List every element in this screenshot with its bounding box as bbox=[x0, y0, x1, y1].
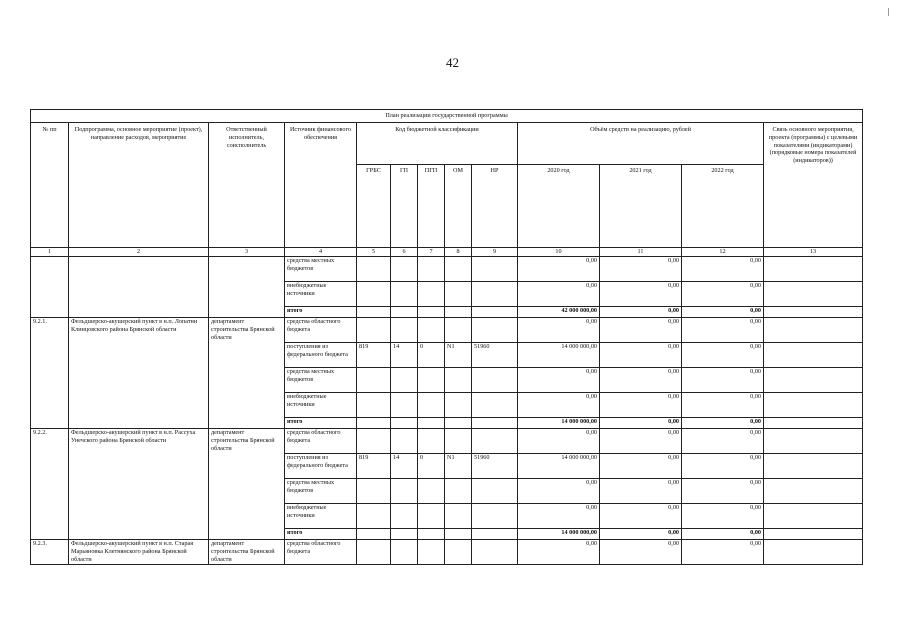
cell-2022: 0,00 bbox=[682, 307, 764, 318]
cell-link bbox=[764, 282, 863, 307]
col-number: 3 bbox=[209, 248, 285, 257]
cell-executor bbox=[209, 257, 285, 318]
cell-grbs bbox=[357, 418, 391, 429]
cell-funding-source: средства местных бюджетов bbox=[285, 479, 357, 504]
cell-2022: 0,00 bbox=[682, 454, 764, 479]
cell-pgp bbox=[418, 429, 445, 454]
cell-funding-source: средства областного бюджета bbox=[285, 540, 357, 565]
col-number: 10 bbox=[518, 248, 600, 257]
col-number: 1 bbox=[31, 248, 69, 257]
table-row bbox=[31, 429, 863, 454]
cell-2022: 0,00 bbox=[682, 529, 764, 540]
cell-om bbox=[445, 393, 472, 418]
cell-grbs bbox=[357, 393, 391, 418]
cell-gp bbox=[391, 418, 418, 429]
cell-grbs bbox=[357, 282, 391, 307]
cell-funding-source: внебюджетные источники bbox=[285, 504, 357, 529]
cell-funding-source: итого bbox=[285, 307, 357, 318]
cell-nr bbox=[472, 429, 518, 454]
cell-2020: 0,00 bbox=[518, 368, 600, 393]
cell-grbs: 819 bbox=[357, 343, 391, 368]
cell-2022: 0,00 bbox=[682, 368, 764, 393]
cell-gp bbox=[391, 504, 418, 529]
cell-link bbox=[764, 504, 863, 529]
header-2020: 2020 год bbox=[518, 165, 600, 248]
cell-om: N1 bbox=[445, 343, 472, 368]
cell-link bbox=[764, 429, 863, 454]
col-number: 13 bbox=[764, 248, 863, 257]
cell-pgp bbox=[418, 368, 445, 393]
cell-nr bbox=[472, 307, 518, 318]
cell-gp bbox=[391, 529, 418, 540]
cell-gp bbox=[391, 282, 418, 307]
cell-2021: 0,00 bbox=[600, 479, 682, 504]
cell-pgp bbox=[418, 540, 445, 565]
cell-nr: 51960 bbox=[472, 343, 518, 368]
cell-2020: 0,00 bbox=[518, 257, 600, 282]
cell-pgp bbox=[418, 257, 445, 282]
cell-gp bbox=[391, 307, 418, 318]
cell-executor: департамент строительства Брянской области bbox=[209, 540, 285, 565]
cell-2021: 0,00 bbox=[600, 257, 682, 282]
cell-2022: 0,00 bbox=[682, 393, 764, 418]
cell-activity-name: Фельдшерско-акушерский пункт в н.п. Старая Марьяновка Клетнянского района Брянской области bbox=[69, 540, 209, 565]
cell-funding-source: поступления из федерального бюджета bbox=[285, 454, 357, 479]
header-budget-code: Код бюджетной классификации bbox=[357, 123, 518, 165]
cell-om bbox=[445, 307, 472, 318]
cell-2021: 0,00 bbox=[600, 540, 682, 565]
cell-nr bbox=[472, 479, 518, 504]
cell-om bbox=[445, 257, 472, 282]
cell-nr bbox=[472, 318, 518, 343]
cell-pgp bbox=[418, 418, 445, 429]
cell-pgp: 0 bbox=[418, 343, 445, 368]
cell-2020: 0,00 bbox=[518, 318, 600, 343]
cell-pgp: 0 bbox=[418, 454, 445, 479]
cell-2021: 0,00 bbox=[600, 343, 682, 368]
table-row bbox=[31, 318, 863, 343]
table-row bbox=[31, 257, 863, 282]
cell-gp bbox=[391, 540, 418, 565]
col-number: 7 bbox=[418, 248, 445, 257]
cell-row-number: 9.2.3. bbox=[31, 540, 69, 565]
cell-2022: 0,00 bbox=[682, 418, 764, 429]
column-number-row bbox=[31, 248, 863, 257]
cell-executor: департамент строительства Брянской области bbox=[209, 318, 285, 429]
cell-pgp bbox=[418, 318, 445, 343]
cell-om bbox=[445, 529, 472, 540]
header-2021: 2021 год bbox=[600, 165, 682, 248]
cell-activity-name bbox=[69, 257, 209, 318]
cell-link bbox=[764, 257, 863, 282]
cell-2021: 0,00 bbox=[600, 418, 682, 429]
cell-funding-source: поступления из федерального бюджета bbox=[285, 343, 357, 368]
cell-2022: 0,00 bbox=[682, 504, 764, 529]
cell-nr bbox=[472, 529, 518, 540]
cell-gp bbox=[391, 318, 418, 343]
cell-executor: департамент строительства Брянской области bbox=[209, 429, 285, 540]
col-number: 12 bbox=[682, 248, 764, 257]
header-nr: НР bbox=[472, 165, 518, 248]
header-link: Связь основного мероприятия, проекта (программы) с целевыми показателями (индикаторами) (порядковые номера показателей (индикаторов)) bbox=[764, 123, 863, 248]
cell-nr: 51960 bbox=[472, 454, 518, 479]
cell-gp: 14 bbox=[391, 343, 418, 368]
cell-nr bbox=[472, 257, 518, 282]
cell-pgp bbox=[418, 529, 445, 540]
cell-link bbox=[764, 368, 863, 393]
cell-2020: 0,00 bbox=[518, 540, 600, 565]
cell-nr bbox=[472, 368, 518, 393]
cell-2021: 0,00 bbox=[600, 393, 682, 418]
cell-om bbox=[445, 418, 472, 429]
header-pgp: ПГП bbox=[418, 165, 445, 248]
cell-2021: 0,00 bbox=[600, 282, 682, 307]
cell-row-number: 9.2.2. bbox=[31, 429, 69, 540]
header-grbs: ГРБС bbox=[357, 165, 391, 248]
cell-funding-source: внебюджетные источники bbox=[285, 393, 357, 418]
cell-2020: 0,00 bbox=[518, 479, 600, 504]
cell-grbs: 819 bbox=[357, 454, 391, 479]
cell-nr bbox=[472, 393, 518, 418]
cell-2020: 0,00 bbox=[518, 504, 600, 529]
cell-grbs bbox=[357, 479, 391, 504]
col-number: 5 bbox=[357, 248, 391, 257]
cell-om bbox=[445, 540, 472, 565]
header-2022: 2022 год bbox=[682, 165, 764, 248]
cell-link bbox=[764, 418, 863, 429]
cell-grbs bbox=[357, 257, 391, 282]
table-title: План реализации государственной программы bbox=[31, 110, 863, 123]
cell-grbs bbox=[357, 540, 391, 565]
plan-table-container bbox=[30, 109, 862, 565]
cell-link bbox=[764, 307, 863, 318]
cell-2022: 0,00 bbox=[682, 429, 764, 454]
cell-2022: 0,00 bbox=[682, 479, 764, 504]
col-number: 6 bbox=[391, 248, 418, 257]
cell-nr bbox=[472, 418, 518, 429]
cell-grbs bbox=[357, 429, 391, 454]
cell-2020: 14 000 000,00 bbox=[518, 454, 600, 479]
cell-link bbox=[764, 479, 863, 504]
cell-2020: 14 000 000,00 bbox=[518, 343, 600, 368]
cell-funding-source: внебюджетные источники bbox=[285, 282, 357, 307]
cell-grbs bbox=[357, 504, 391, 529]
cell-2022: 0,00 bbox=[682, 282, 764, 307]
col-number: 8 bbox=[445, 248, 472, 257]
cell-om bbox=[445, 368, 472, 393]
cell-2021: 0,00 bbox=[600, 307, 682, 318]
cell-2022: 0,00 bbox=[682, 343, 764, 368]
header-no: № пп bbox=[31, 123, 69, 248]
cell-pgp bbox=[418, 479, 445, 504]
cell-funding-source: средства областного бюджета bbox=[285, 318, 357, 343]
cell-2020: 14 000 000,00 bbox=[518, 529, 600, 540]
cell-pgp bbox=[418, 282, 445, 307]
cell-link bbox=[764, 393, 863, 418]
cell-2021: 0,00 bbox=[600, 529, 682, 540]
cell-2021: 0,00 bbox=[600, 368, 682, 393]
cell-nr bbox=[472, 282, 518, 307]
header-volume: Объём средств на реализацию, рублей bbox=[518, 123, 764, 165]
cell-2020: 42 000 000,00 bbox=[518, 307, 600, 318]
cell-gp bbox=[391, 393, 418, 418]
cell-gp: 14 bbox=[391, 454, 418, 479]
header-executor: Ответственный исполнитель, соисполнитель bbox=[209, 123, 285, 248]
table-row bbox=[31, 540, 863, 565]
cell-2020: 14 000 000,00 bbox=[518, 418, 600, 429]
cell-grbs bbox=[357, 368, 391, 393]
header-gp: ГП bbox=[391, 165, 418, 248]
cell-2021: 0,00 bbox=[600, 504, 682, 529]
cell-gp bbox=[391, 429, 418, 454]
cell-funding-source: средства местных бюджетов bbox=[285, 257, 357, 282]
header-row-main bbox=[31, 123, 863, 165]
cell-funding-source: итого bbox=[285, 529, 357, 540]
cell-row-number: 9.2.1. bbox=[31, 318, 69, 429]
cell-2022: 0,00 bbox=[682, 318, 764, 343]
cell-row-number bbox=[31, 257, 69, 318]
cell-grbs bbox=[357, 318, 391, 343]
cell-grbs bbox=[357, 307, 391, 318]
col-number: 11 bbox=[600, 248, 682, 257]
cell-pgp bbox=[418, 393, 445, 418]
cell-link bbox=[764, 540, 863, 565]
cell-nr bbox=[472, 540, 518, 565]
cell-2022: 0,00 bbox=[682, 257, 764, 282]
cell-2022: 0,00 bbox=[682, 540, 764, 565]
cell-om bbox=[445, 429, 472, 454]
cell-om bbox=[445, 504, 472, 529]
cell-link bbox=[764, 343, 863, 368]
cell-activity-name: Фельдшерско-акушерский пункт в н.п. Лопатни Клинцовского района Брянской области bbox=[69, 318, 209, 429]
cell-2020: 0,00 bbox=[518, 393, 600, 418]
col-number: 4 bbox=[285, 248, 357, 257]
cell-nr bbox=[472, 504, 518, 529]
cell-gp bbox=[391, 257, 418, 282]
table-title-row bbox=[31, 110, 863, 123]
plan-table bbox=[30, 109, 863, 565]
cell-funding-source: средства областного бюджета bbox=[285, 429, 357, 454]
cell-2020: 0,00 bbox=[518, 429, 600, 454]
cell-2021: 0,00 bbox=[600, 318, 682, 343]
cell-2020: 0,00 bbox=[518, 282, 600, 307]
cell-2021: 0,00 bbox=[600, 454, 682, 479]
header-source: Источник финансового обеспечения bbox=[285, 123, 357, 248]
cell-gp bbox=[391, 368, 418, 393]
cell-2021: 0,00 bbox=[600, 429, 682, 454]
cell-link bbox=[764, 454, 863, 479]
cell-pgp bbox=[418, 307, 445, 318]
col-number: 9 bbox=[472, 248, 518, 257]
cell-link bbox=[764, 318, 863, 343]
cell-gp bbox=[391, 479, 418, 504]
cell-om bbox=[445, 479, 472, 504]
cell-om bbox=[445, 282, 472, 307]
cell-funding-source: итого bbox=[285, 418, 357, 429]
cell-om bbox=[445, 318, 472, 343]
cell-grbs bbox=[357, 529, 391, 540]
scan-edge-mark bbox=[888, 8, 889, 16]
page-number: 42 bbox=[446, 55, 459, 70]
cell-funding-source: средства местных бюджетов bbox=[285, 368, 357, 393]
header-subprogram: Подпрограмма, основное мероприятие (проект), направление расходов, мероприятие bbox=[69, 123, 209, 248]
header-om: ОМ bbox=[445, 165, 472, 248]
cell-link bbox=[764, 529, 863, 540]
cell-om: N1 bbox=[445, 454, 472, 479]
cell-pgp bbox=[418, 504, 445, 529]
cell-activity-name: Фельдшерско-акушерский пункт в н.п. Рассуха Унечского района Брянской области bbox=[69, 429, 209, 540]
col-number: 2 bbox=[69, 248, 209, 257]
